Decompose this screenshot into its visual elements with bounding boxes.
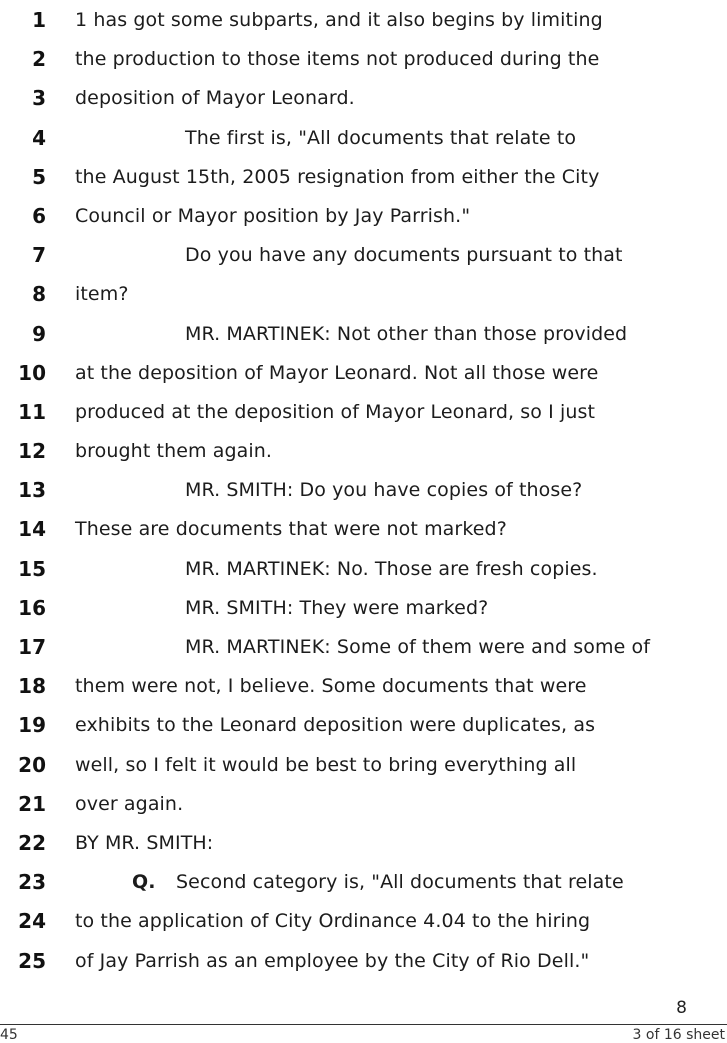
line-text: MR. MARTINEK: Not other than those provided bbox=[185, 322, 628, 345]
line-text: the production to those items not produced during the bbox=[75, 48, 600, 71]
line-number: 3 bbox=[32, 86, 46, 111]
line-text: BY MR. SMITH: bbox=[75, 831, 214, 854]
transcript-line bbox=[0, 550, 727, 589]
transcript-line bbox=[0, 746, 727, 785]
line-text: well, so I felt it would be best to bring everything all bbox=[75, 753, 577, 776]
transcript-line bbox=[0, 197, 727, 236]
line-number: 17 bbox=[18, 635, 46, 659]
line-number: 1 bbox=[32, 8, 46, 32]
line-number: 25 bbox=[18, 948, 46, 973]
line-number: 10 bbox=[18, 360, 46, 385]
transcript-line bbox=[0, 589, 727, 628]
line-text: MR. MARTINEK: No. Those are fresh copies. bbox=[185, 557, 598, 580]
line-text: Second category is, "All documents that relate bbox=[176, 871, 624, 894]
transcript-line bbox=[0, 40, 727, 79]
transcript-line bbox=[0, 902, 727, 941]
line-text: of Jay Parrish as an employee by the City of Rio Dell." bbox=[75, 949, 590, 972]
line-number: 18 bbox=[18, 674, 46, 699]
line-number: 16 bbox=[18, 595, 46, 620]
transcript-line bbox=[0, 393, 727, 432]
line-number: 8 bbox=[32, 282, 46, 307]
transcript-line bbox=[0, 275, 727, 314]
line-text: deposition of Mayor Leonard. bbox=[75, 87, 355, 110]
line-number: 11 bbox=[18, 399, 46, 424]
transcript-line bbox=[0, 315, 727, 354]
line-text: These are documents that were not marked? bbox=[75, 518, 507, 541]
line-number: 23 bbox=[18, 870, 46, 895]
transcript-line bbox=[0, 510, 727, 549]
transcript-line bbox=[0, 79, 727, 118]
line-text: at the deposition of Mayor Leonard. Not all those were bbox=[75, 361, 599, 384]
transcript-line bbox=[0, 119, 727, 158]
transcript-line bbox=[0, 667, 727, 706]
line-text: them were not, I believe. Some documents that were bbox=[75, 675, 587, 698]
line-text: exhibits to the Leonard deposition were duplicates, as bbox=[75, 714, 596, 737]
line-text: Do you have any documents pursuant to that bbox=[185, 244, 623, 267]
line-number: 22 bbox=[18, 830, 46, 855]
line-text: MR. SMITH: Do you have copies of those? bbox=[185, 479, 583, 502]
transcript-line bbox=[0, 824, 727, 863]
line-text: 1 has got some subparts, and it also begins by limiting bbox=[75, 9, 603, 31]
line-text: item? bbox=[75, 283, 129, 306]
line-number: 4 bbox=[32, 125, 46, 150]
footer-left-text: 45 bbox=[0, 1027, 18, 1043]
transcript-line bbox=[0, 1, 727, 40]
line-number: 7 bbox=[32, 243, 46, 268]
transcript-line bbox=[0, 706, 727, 745]
transcript-line bbox=[0, 354, 727, 393]
line-text: over again. bbox=[75, 792, 184, 815]
question-marker: Q. bbox=[132, 871, 156, 894]
line-number: 12 bbox=[18, 439, 46, 464]
line-text: MR. SMITH: They were marked? bbox=[185, 596, 489, 619]
footer-right-text: 3 of 16 sheet bbox=[632, 1027, 725, 1043]
line-text: brought them again. bbox=[75, 440, 273, 463]
transcript-line bbox=[0, 785, 727, 824]
line-number: 15 bbox=[18, 556, 46, 581]
line-number: 20 bbox=[18, 752, 46, 777]
line-number: 19 bbox=[18, 713, 46, 738]
line-text: the August 15th, 2005 resignation from either the City bbox=[75, 165, 600, 188]
transcript-line bbox=[0, 628, 727, 667]
line-number: 6 bbox=[32, 203, 46, 228]
line-text: produced at the deposition of Mayor Leonard, so I just bbox=[75, 400, 596, 423]
line-number: 24 bbox=[18, 909, 46, 934]
line-number: 14 bbox=[18, 517, 46, 542]
line-number: 21 bbox=[18, 791, 46, 816]
line-number: 5 bbox=[32, 164, 46, 189]
line-text: The first is, "All documents that relate to bbox=[185, 126, 577, 149]
line-text: Council or Mayor position by Jay Parrish." bbox=[75, 204, 471, 227]
line-number: 2 bbox=[32, 47, 46, 72]
line-number: 9 bbox=[32, 321, 46, 346]
line-text: MR. MARTINEK: Some of them were and some of bbox=[185, 636, 651, 658]
footer-divider bbox=[0, 1024, 727, 1025]
transcript-line bbox=[0, 942, 727, 981]
transcript-line bbox=[0, 432, 727, 471]
page-number: 8 bbox=[676, 998, 687, 1018]
transcript-line bbox=[0, 158, 727, 197]
transcript-body bbox=[0, 1, 727, 981]
transcript-line bbox=[0, 236, 727, 275]
transcript-line bbox=[0, 471, 727, 510]
transcript-line bbox=[0, 863, 727, 902]
question-line bbox=[132, 863, 624, 902]
line-text: to the application of City Ordinance 4.04 to the hiring bbox=[75, 910, 591, 933]
line-number: 13 bbox=[18, 478, 46, 503]
